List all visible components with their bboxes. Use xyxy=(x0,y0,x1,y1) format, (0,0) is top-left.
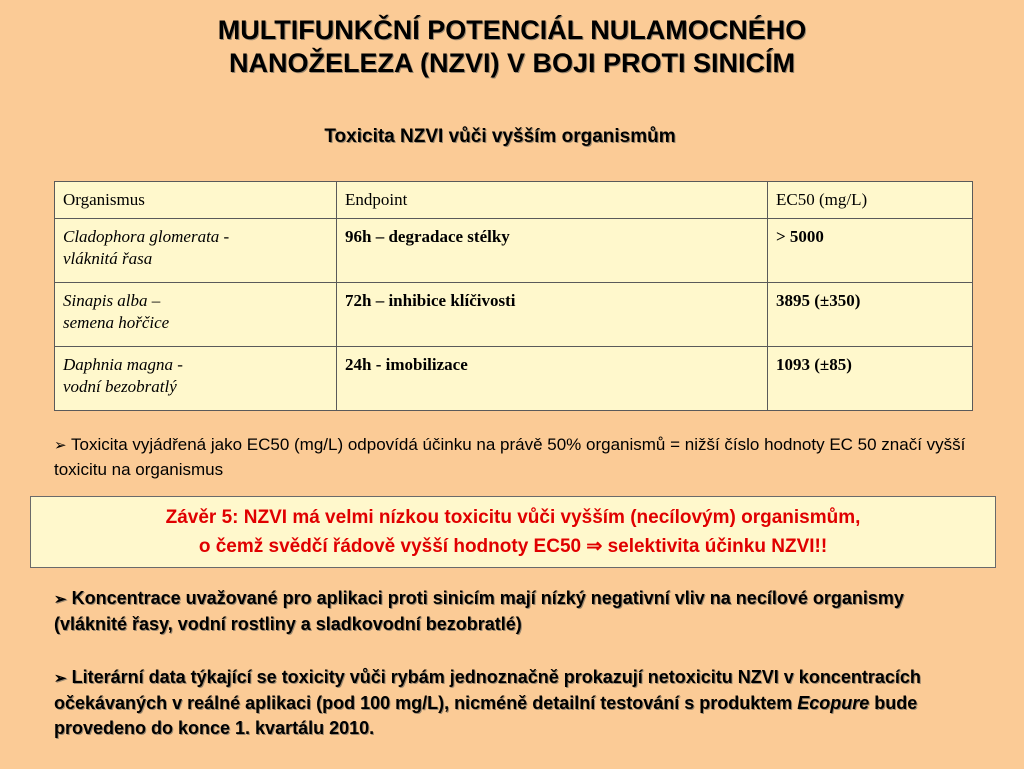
ec50-cell: > 5000 xyxy=(768,219,973,283)
conclusion-line-2-start: o čemž svědčí řádově vyšší hodnoty EC50 xyxy=(198,536,582,557)
bullet-text-end: bude provedeno do konce 1. kvartálu 2010. xyxy=(54,693,918,738)
bullet-text: Koncentrace uvažované pro aplikaci proti sinicím mají nízký negativní vliv na necílové organismy (vláknité řasy, vodní rostliny a sladkovodní bezobratlé) xyxy=(54,588,904,634)
endpoint-cell: 96h – degradace stélky xyxy=(337,219,768,283)
table-row xyxy=(55,283,973,347)
bullet-arrow-icon: ➢ xyxy=(54,591,67,608)
ec50-explanation-note xyxy=(54,433,1004,482)
ec50-cell: 3895 (±350) xyxy=(768,283,973,347)
header-ec50: EC50 (mg/L) xyxy=(768,182,973,219)
organism-cell xyxy=(55,219,337,283)
endpoint-cell: 72h – inhibice klíčivosti xyxy=(337,283,768,347)
organism-common-name: semena hořčice xyxy=(63,313,170,332)
conclusion-box xyxy=(30,496,996,568)
bullet-list xyxy=(54,586,974,769)
implies-arrow-icon: ⇒ xyxy=(586,536,603,557)
organism-latin-name: Sinapis alba – xyxy=(63,291,161,310)
endpoint-cell: 24h - imobilizace xyxy=(337,347,768,411)
toxicity-table xyxy=(54,181,973,411)
organism-common-name: vodní bezobratlý xyxy=(63,377,177,396)
table-row xyxy=(55,347,973,411)
title-line-2: NANOŽELEZA (NZVI) V BOJI PROTI SINICÍM xyxy=(228,48,795,78)
organism-common-name: vláknitá řasa xyxy=(63,249,153,268)
ec50-cell: 1093 (±85) xyxy=(768,347,973,411)
conclusion-line-2 xyxy=(31,532,995,561)
organism-latin-name: Cladophora glomerata - xyxy=(63,227,230,246)
product-name: Ecopure xyxy=(797,693,870,713)
table-row xyxy=(55,219,973,283)
bullet-text: Literární data týkající se toxicity vůči rybám jednoznačně prokazují netoxicitu NZVI v koncentracích očekávaných v reálné aplikaci (pod 100 mg/L), nicméně detailní testování s produktem xyxy=(54,667,921,713)
table-header-row xyxy=(55,182,973,219)
header-endpoint: Endpoint xyxy=(337,182,768,219)
list-item xyxy=(54,665,974,741)
conclusion-line-1: Závěr 5: NZVI má velmi nízkou toxicitu vůči vyšším (necílovým) organismům, xyxy=(165,507,861,528)
slide-title xyxy=(0,14,1024,80)
organism-cell xyxy=(55,347,337,411)
conclusion-line-2-end: selektivita účinku NZVI!! xyxy=(607,536,828,557)
title-line-1: MULTIFUNKČNÍ POTENCIÁL NULAMOCNÉHO xyxy=(217,15,807,45)
organism-latin-name: Daphnia magna - xyxy=(63,355,183,374)
header-organismus: Organismus xyxy=(55,182,337,219)
slide-subtitle: Toxicita NZVI vůči vyšším organismům xyxy=(324,126,676,147)
note-text: Toxicita vyjádřená jako EC50 (mg/L) odpovídá účinku na právě 50% organismů = nižší číslo hodnoty EC 50 značí vyšší toxicitu na organismus xyxy=(54,435,966,479)
list-item xyxy=(54,586,974,637)
organism-cell xyxy=(55,283,337,347)
bullet-arrow-icon: ➢ xyxy=(54,670,67,687)
bullet-arrow-icon: ➢ xyxy=(54,437,67,454)
